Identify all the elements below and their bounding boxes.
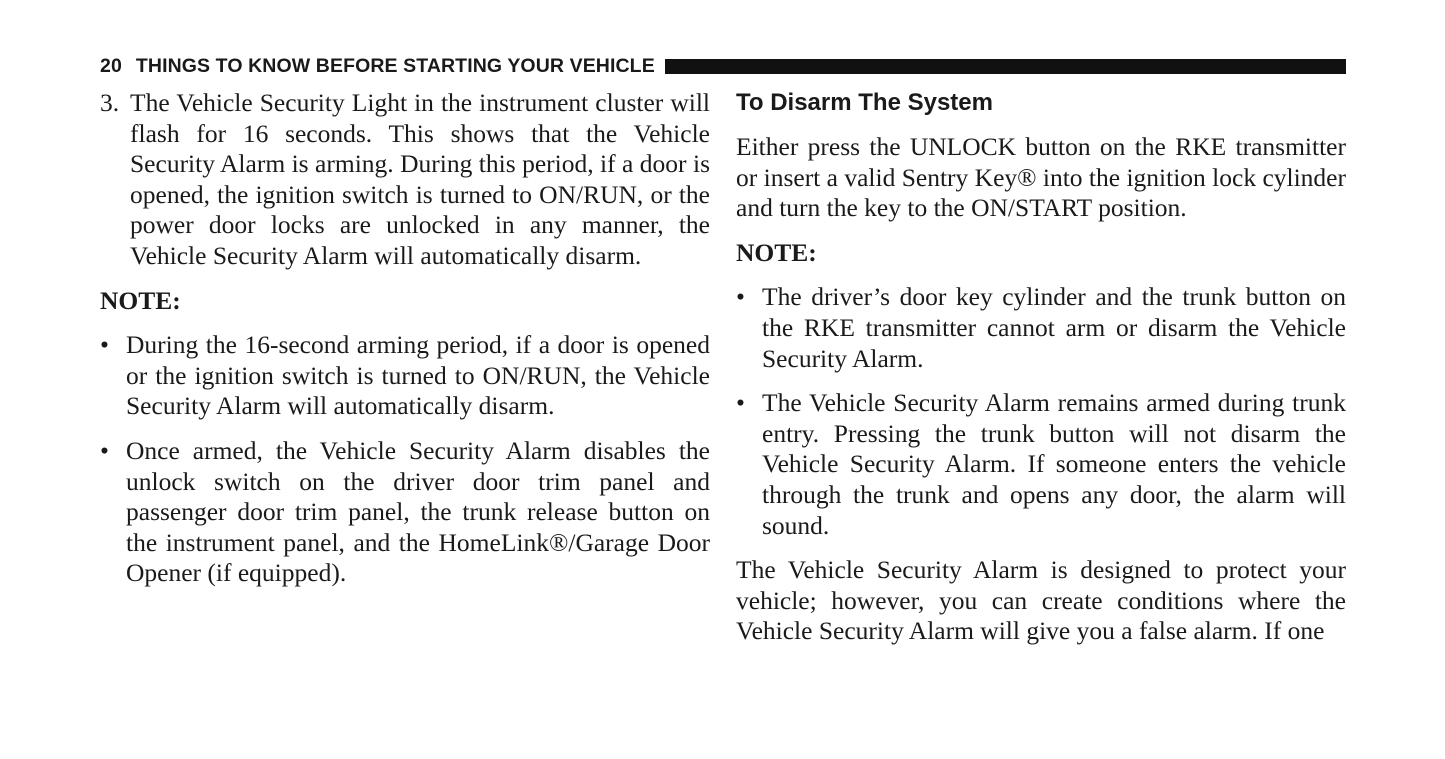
note-label: NOTE: <box>100 285 181 315</box>
bullet-item <box>100 330 710 422</box>
closing-paragraph: The Vehicle Security Alarm is designed to protect your vehicle; however, you can create conditions where the Vehicle Security Alarm will give you a false alarm. If one <box>736 555 1346 646</box>
step-number: 3. <box>100 88 120 117</box>
bullet-text: Once armed, the Vehicle Security Alarm disables the unlock switch on the driver door trim panel and passenger door trim panel, the trunk release button on the instrument panel, and the HomeLink®/Garage Door Opener (if equipped). <box>126 435 710 588</box>
section-heading: To Disarm The System <box>736 89 993 116</box>
bullet-text: The driver’s door key cylinder and the trunk button on the RKE transmitter cannot arm or disarm the Vehicle Security Alarm. <box>762 282 1346 373</box>
left-column <box>100 88 710 603</box>
bullet-dot: • <box>736 388 745 418</box>
step-text: The Vehicle Security Light in the instrument cluster will flash for 16 seconds. This shows that the Vehicle Security Alarm is arming. During this period, if a door is opened, the ignition switch is turned to ON/RUN, or the power door locks are unlocked in any manner, the Vehicle Security Alarm will automatically disarm. <box>130 88 710 270</box>
bullet-text: The Vehicle Security Alarm remains armed during trunk entry. Pressing the trunk button will not disarm the Vehicle Security Alarm. If someone enters the vehicle through the trunk and opens any door, the alarm will sound. <box>762 388 1346 540</box>
bullet-dot: • <box>736 282 745 312</box>
page-number: 20 <box>100 54 122 77</box>
numbered-step-3 <box>100 88 710 272</box>
intro-paragraph: Either press the UNLOCK button on the RKE transmitter or insert a valid Sentry Key® into the ignition lock cylinder and turn the key to the ON/START position. <box>736 132 1346 223</box>
bullet-item <box>100 436 710 589</box>
bullet-dot: • <box>100 435 109 465</box>
bullet-text: During the 16-second arming period, if a door is opened or the ignition switch is turned to ON/RUN, the Vehicle Security Alarm will automatically disarm. <box>126 330 710 421</box>
chapter-title: THINGS TO KNOW BEFORE STARTING YOUR VEHICLE <box>135 54 655 77</box>
bullet-item <box>736 282 1346 374</box>
note-label: NOTE: <box>736 237 817 267</box>
bullet-item <box>736 388 1346 541</box>
header-rule <box>665 59 1346 74</box>
page-header <box>100 53 1346 79</box>
right-column <box>736 88 1346 647</box>
bullet-dot: • <box>100 330 109 360</box>
